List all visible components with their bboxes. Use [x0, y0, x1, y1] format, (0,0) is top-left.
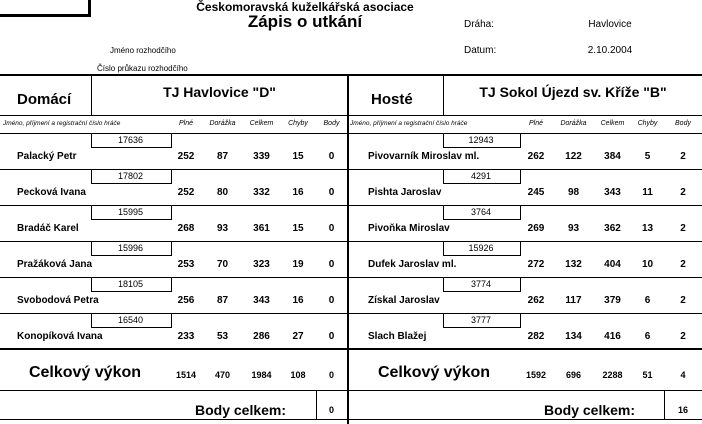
home-sum-total: 1984 — [251, 370, 272, 380]
guest-col-errors: Chyby — [637, 120, 658, 127]
home-player-name: Pecková Ivana — [17, 187, 86, 198]
association-name: Českomoravská kuželkářská asociace — [196, 0, 414, 14]
points-bottom-border — [0, 419, 702, 420]
guest-summary-label: Celkový výkon — [377, 364, 491, 381]
guest-player-clear: 98 — [567, 187, 580, 198]
guest-team-name: TJ Sokol Újezd sv. Kříže "B" — [479, 84, 667, 100]
guest-player-total: 384 — [604, 151, 621, 162]
home-side-label: Domácí — [17, 91, 72, 108]
home-player-reg: 17802 — [117, 171, 144, 181]
guest-player-total: 379 — [604, 295, 621, 306]
home-player-full: 256 — [177, 295, 195, 306]
home-row-line — [0, 241, 347, 242]
home-player-points: 0 — [328, 223, 335, 234]
home-col-points: Body — [323, 120, 340, 127]
guest-col-points: Body — [675, 120, 691, 127]
home-player-clear: 53 — [216, 331, 229, 342]
home-player-full: 252 — [177, 187, 195, 198]
guest-player-clear: 117 — [565, 295, 582, 306]
home-player-reg: 15995 — [117, 207, 144, 217]
home-sum-full: 1514 — [175, 370, 197, 380]
guest-player-name: Slach Blažej — [368, 331, 427, 342]
home-player-errors: 15 — [292, 223, 304, 234]
guest-player-reg: 4291 — [470, 171, 492, 181]
home-player-total: 343 — [253, 295, 270, 306]
guest-player-errors: 13 — [641, 223, 654, 234]
home-col-total: Celkem — [249, 120, 274, 127]
team-header-bottom — [0, 115, 702, 116]
home-points-label: Body celkem: — [195, 402, 287, 418]
date-label: Datum: — [464, 45, 497, 56]
guest-player-errors: 10 — [641, 259, 654, 270]
home-player-name: Palacký Petr — [17, 151, 77, 162]
home-player-points: 0 — [328, 151, 335, 162]
guest-col-clear: Dorážka — [560, 120, 587, 127]
home-col-full: Plné — [178, 120, 193, 127]
home-sum-clear: 470 — [214, 370, 231, 380]
guest-player-name: Pivoňka Miroslav — [368, 223, 450, 234]
home-player-errors: 16 — [292, 295, 304, 306]
guest-player-reg: 15926 — [468, 243, 494, 253]
date-value: 2.10.2004 — [587, 45, 633, 56]
guest-player-name: Získal Jaroslav — [368, 295, 440, 306]
home-player-reg: 16540 — [117, 315, 144, 325]
home-player-name: Svobodová Petra — [17, 295, 99, 306]
guest-player-name: Dufek Jaroslav ml. — [368, 259, 457, 270]
guest-player-points: 2 — [680, 331, 686, 342]
guest-player-total: 362 — [604, 223, 621, 234]
guest-player-total: 416 — [604, 331, 621, 342]
summary-bottom-border — [0, 390, 702, 391]
guest-row-line — [348, 169, 702, 170]
guest-player-points: 2 — [680, 151, 686, 162]
guest-player-full: 245 — [527, 187, 545, 198]
home-player-points: 0 — [328, 331, 335, 342]
guest-player-reg: 3777 — [470, 315, 492, 325]
guest-sum-errors: 51 — [642, 370, 653, 380]
guest-player-points: 2 — [680, 295, 686, 306]
home-player-name: Konopíková Ivana — [17, 331, 103, 342]
guest-player-clear: 93 — [567, 223, 580, 234]
guest-row-line — [348, 241, 702, 242]
home-player-clear: 70 — [216, 259, 229, 270]
guest-player-clear: 122 — [565, 151, 582, 162]
home-sum-errors: 108 — [290, 370, 306, 380]
lane-label: Dráha: — [464, 19, 495, 30]
guest-player-reg: 3764 — [470, 207, 492, 217]
guest-player-errors: 6 — [644, 295, 651, 306]
home-sum-points: 0 — [328, 370, 334, 380]
summary-top-border — [0, 348, 702, 349]
home-summary-label: Celkový výkon — [28, 364, 142, 381]
guest-player-full: 269 — [527, 223, 545, 234]
home-player-clear: 87 — [216, 295, 229, 306]
guest-player-full: 262 — [527, 295, 545, 306]
home-player-clear: 93 — [216, 223, 229, 234]
home-col-clear: Dorážka — [209, 120, 236, 127]
home-row-line — [0, 169, 347, 170]
corner-mark — [0, 0, 91, 17]
guest-sum-clear: 696 — [565, 370, 582, 380]
home-player-points: 0 — [328, 259, 335, 270]
guest-player-clear: 134 — [565, 331, 582, 342]
guest-points-label: Body celkem: — [544, 402, 636, 418]
guest-player-points: 2 — [680, 223, 686, 234]
guest-col-total: Celkem — [600, 120, 625, 127]
home-player-full: 233 — [177, 331, 195, 342]
home-player-full: 253 — [177, 259, 195, 270]
home-player-points: 0 — [328, 295, 335, 306]
home-col-player: Jméno, příjmení a registrační číslo hráče — [3, 120, 121, 127]
guest-player-full: 262 — [527, 151, 545, 162]
referee-license-label: Číslo průkazu rozhodčího — [97, 64, 188, 73]
home-player-reg: 18105 — [117, 279, 144, 289]
guest-player-points: 2 — [680, 187, 686, 198]
guest-sum-points: 4 — [680, 370, 686, 380]
guest-sum-full: 1592 — [525, 370, 547, 380]
guest-col-player: Jméno, příjmení a registrační číslo hráče — [350, 120, 468, 127]
home-player-clear: 87 — [216, 151, 229, 162]
guest-player-total: 404 — [604, 259, 621, 270]
guest-player-errors: 6 — [644, 331, 651, 342]
referee-name-label: Jméno rozhodčího — [110, 46, 176, 55]
home-player-total: 332 — [253, 187, 270, 198]
guest-sum-total: 2288 — [602, 370, 623, 380]
home-row-line — [0, 277, 347, 278]
guest-player-full: 272 — [527, 259, 545, 270]
home-col-errors: Chyby — [288, 120, 308, 127]
guest-row-line — [348, 349, 702, 350]
guest-player-errors: 11 — [642, 187, 653, 198]
home-player-errors: 16 — [292, 187, 304, 198]
guest-player-points: 2 — [680, 259, 686, 270]
guest-player-errors: 5 — [644, 151, 651, 162]
home-row-line — [0, 205, 347, 206]
lane-value: Havlovice — [588, 19, 632, 30]
home-player-reg: 17636 — [117, 135, 144, 145]
guest-player-total: 343 — [604, 187, 621, 198]
guest-row-line — [348, 277, 702, 278]
home-player-clear: 80 — [216, 187, 229, 198]
home-player-points: 0 — [328, 187, 335, 198]
home-player-full: 268 — [177, 223, 195, 234]
page-title: Zápis o utkání — [247, 12, 363, 31]
guest-side-label: Hosté — [371, 91, 413, 108]
home-player-reg: 15996 — [117, 243, 144, 253]
guest-player-clear: 132 — [565, 259, 582, 270]
home-row-line — [0, 349, 347, 350]
home-player-name: Bradáč Karel — [17, 223, 79, 234]
home-player-total: 323 — [253, 259, 270, 270]
guest-row-line — [348, 313, 702, 314]
guest-col-full: Plné — [528, 120, 543, 127]
table-top-border — [0, 74, 702, 76]
guest-player-full: 282 — [527, 331, 545, 342]
home-player-errors: 19 — [292, 259, 304, 270]
guest-player-reg: 3774 — [470, 279, 492, 289]
guest-points-total: 16 — [677, 405, 688, 415]
home-points-total: 0 — [328, 405, 334, 415]
guest-player-name: Pivovarník Miroslav ml. — [368, 151, 480, 162]
guest-player-name: Pishta Jaroslav — [368, 187, 442, 198]
home-player-total: 286 — [253, 331, 270, 342]
home-team-name: TJ Havlovice "D" — [163, 84, 276, 100]
guest-player-reg: 12943 — [468, 135, 494, 145]
home-player-name: Pražáková Jana — [17, 259, 93, 270]
guest-row-line — [348, 205, 702, 206]
home-player-full: 252 — [177, 151, 195, 162]
home-row-line — [0, 313, 347, 314]
home-player-errors: 27 — [292, 331, 304, 342]
home-player-total: 361 — [253, 223, 270, 234]
home-player-errors: 15 — [292, 151, 304, 162]
home-player-total: 339 — [253, 151, 270, 162]
